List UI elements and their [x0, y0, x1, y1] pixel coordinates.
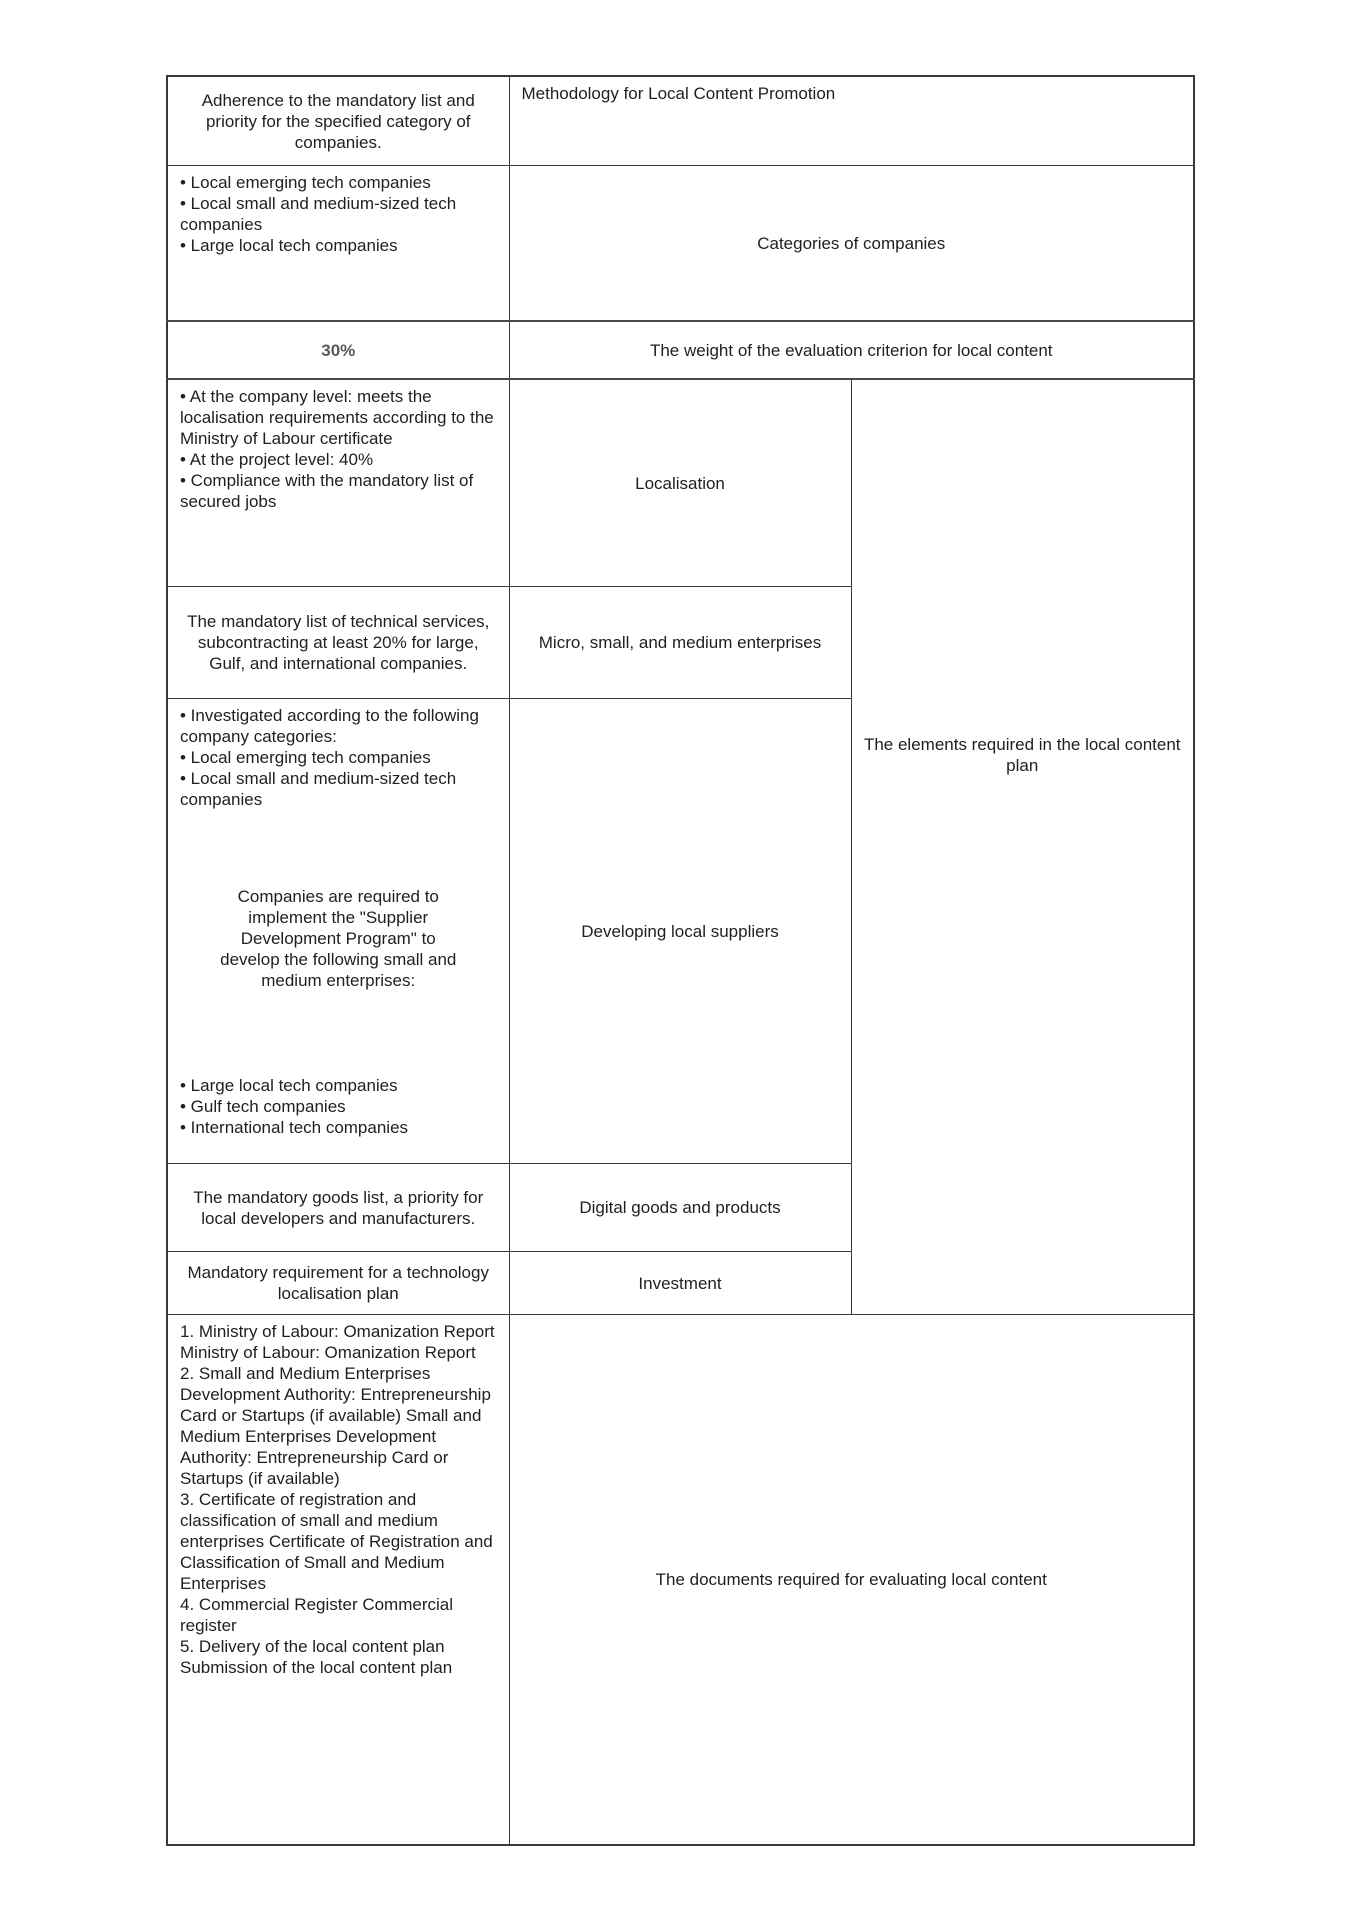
supplier-company-type-item: • Gulf tech companies: [180, 1097, 346, 1116]
cell-digital-goods-details: The mandatory goods list, a priority for local developers and manufacturers.: [167, 1164, 509, 1252]
cell-localisation-details: [167, 379, 509, 587]
required-document-item: 2. Small and Medium Enterprises Development Authority: Entrepreneurship Card or Startups (if available) Small and Medium Enterprises Development Authority: Entrepreneurship Card or Startups (if available): [180, 1364, 491, 1488]
cell-msme-label: Micro, small, and medium enterprises: [509, 587, 851, 699]
company-category-item: • Large local tech companies: [180, 236, 398, 255]
row-categories: [167, 166, 1194, 322]
cell-weight-value: 30%: [167, 321, 509, 379]
cell-suppliers-label: Developing local suppliers: [509, 699, 851, 1164]
suppliers-program-note: Companies are required to implement the "Supplier Development Program" to develop the following small and medium enterprises:: [220, 887, 457, 990]
local-content-methodology-table: [166, 75, 1195, 1846]
required-document-item: 3. Certificate of registration and classification of small and medium enterprises Certificate of Registration and Classification of Small and Medium Enterprises: [180, 1490, 493, 1593]
cell-documents-list: [167, 1315, 509, 1846]
cell-weight-label: The weight of the evaluation criterion for local content: [509, 321, 1194, 379]
required-document-item: 1. Ministry of Labour: Omanization Report Ministry of Labour: Omanization Report: [180, 1322, 495, 1362]
cell-categories-label: Categories of companies: [509, 166, 1194, 322]
row-weight: [167, 321, 1194, 379]
suppliers-company-types-list: [180, 1075, 497, 1138]
cell-digital-goods-label: Digital goods and products: [509, 1164, 851, 1252]
supplier-category-item: • Local small and medium-sized tech companies: [180, 769, 457, 809]
cell-elements-required-label: The elements required in the local content plan: [851, 379, 1194, 1315]
supplier-category-item: • Local emerging tech companies: [180, 748, 431, 767]
cell-localisation-label: Localisation: [509, 379, 851, 587]
suppliers-investigated-list: [180, 705, 497, 810]
cell-methodology-title: Methodology for Local Content Promotion: [509, 76, 1194, 166]
supplier-company-type-item: • Large local tech companies: [180, 1076, 398, 1095]
required-document-item: 4. Commercial Register Commercial register: [180, 1595, 454, 1635]
row-documents: [167, 1315, 1194, 1846]
supplier-company-type-item: • International tech companies: [180, 1118, 409, 1137]
required-document-item: 5. Delivery of the local content plan Submission of the local content plan: [180, 1637, 453, 1677]
localisation-requirement-item: • At the project level: 40%: [180, 450, 374, 469]
row-localisation: [167, 379, 1194, 587]
cell-suppliers-details: [167, 699, 509, 1164]
cell-msme-details: The mandatory list of technical services, subcontracting at least 20% for large, Gulf, and international companies.: [167, 587, 509, 699]
company-category-item: • Local small and medium-sized tech companies: [180, 194, 457, 234]
row-methodology: [167, 76, 1194, 166]
cell-company-categories-list: [167, 166, 509, 322]
cell-investment-details: Mandatory requirement for a technology localisation plan: [167, 1252, 509, 1315]
cell-documents-label: The documents required for evaluating local content: [509, 1315, 1194, 1846]
cell-investment-label: Investment: [509, 1252, 851, 1315]
company-category-item: • Local emerging tech companies: [180, 173, 431, 192]
localisation-requirement-item: • Compliance with the mandatory list of secured jobs: [180, 471, 474, 511]
localisation-requirement-item: • At the company level: meets the localisation requirements according to the Ministry of Labour certificate: [180, 387, 494, 448]
supplier-category-item: • Investigated according to the following company categories:: [180, 706, 479, 746]
cell-adherence-note: Adherence to the mandatory list and priority for the specified category of companies.: [167, 76, 509, 166]
